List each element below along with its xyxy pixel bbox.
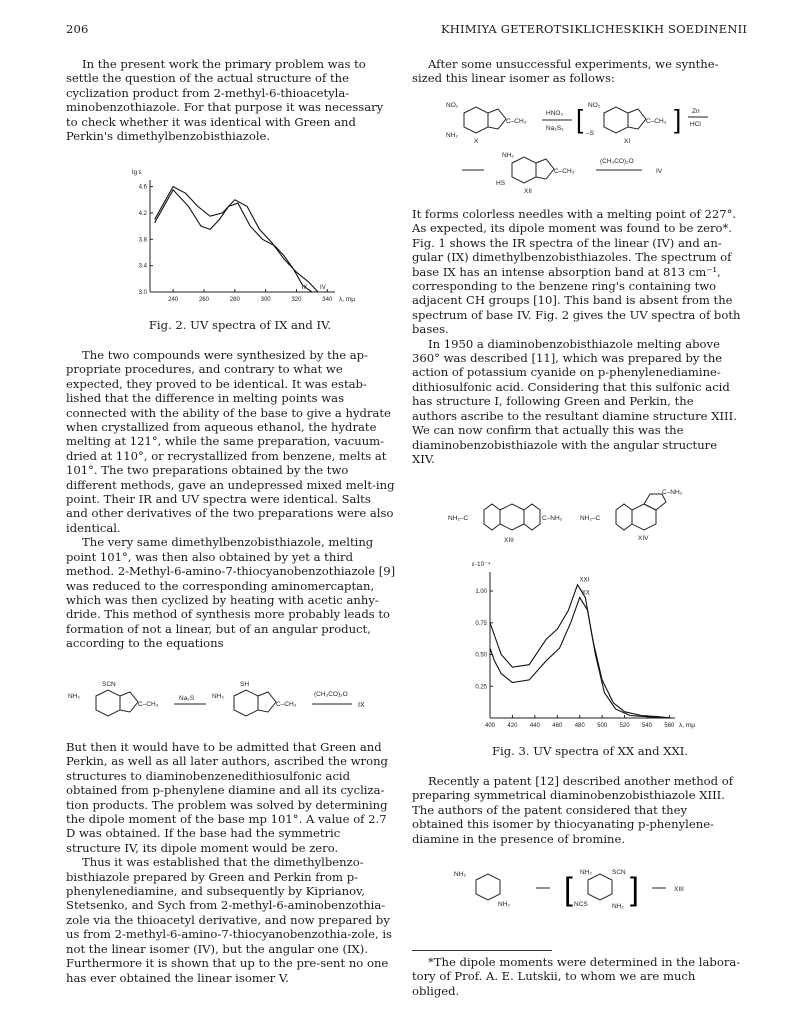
benzene-ring bbox=[512, 157, 536, 183]
series-line-iv bbox=[155, 187, 318, 292]
thiazole-ring bbox=[524, 504, 540, 530]
compound-x-label: X bbox=[474, 138, 479, 145]
scn-label: SCN bbox=[612, 869, 626, 876]
compound-xiii-label: XIII bbox=[504, 537, 514, 544]
nh2-label: NH₂ bbox=[446, 132, 458, 139]
benzene-ring bbox=[604, 107, 628, 133]
footnote-rule bbox=[412, 950, 552, 951]
x-tick-label: 440 bbox=[529, 723, 540, 729]
left-intro bbox=[66, 57, 396, 143]
compound-xiv-label: XIV bbox=[638, 535, 649, 542]
x-tick-label: 560 bbox=[664, 723, 675, 729]
x-axis-label: λ, mμ bbox=[679, 722, 696, 729]
right-intro bbox=[412, 57, 742, 86]
thiazole-ring bbox=[120, 692, 138, 712]
nh2-label: NH₂ bbox=[612, 903, 624, 910]
paragraph: The two compounds were synthesized by the ap-propriate procedures, and contrary to what we expected, they proved to be identical. It was estab-lished that the difference in melting points was connected with the ability of the base to give a hydrate when crystallized from aqueous ethanol, the hydrate melting at 121°, while the same preparation, vacuum-dried at 110°, or recrystallized from benzene, melts at 101°. The two preparations obtained by the two different methods, gave an undepressed mixed melt-ing point. Their IR and UV spectra were identical. Salts and other derivatives of the two preparations were also identical. bbox=[66, 348, 395, 535]
bracket: ] bbox=[674, 104, 682, 134]
benzene-ring bbox=[234, 690, 258, 716]
x-tick-label: 300 bbox=[260, 297, 271, 303]
right-body bbox=[412, 207, 742, 466]
series-label: XX bbox=[581, 590, 590, 597]
nh2-label: NH₂ bbox=[580, 869, 592, 876]
s-label: –S bbox=[586, 130, 594, 137]
ch3-label: C–CH₃ bbox=[138, 701, 159, 708]
x-tick-label: 240 bbox=[168, 297, 179, 303]
y-tick-label: 4.6 bbox=[138, 184, 147, 191]
x-tick-label: 540 bbox=[641, 723, 652, 729]
ch3-label: C–CH₃ bbox=[506, 118, 527, 125]
sh-label: SH bbox=[240, 681, 250, 688]
bracket: [ bbox=[564, 871, 573, 907]
reagent-hno3: HNO₃ bbox=[546, 110, 564, 117]
x-axis-label: λ, mμ bbox=[339, 296, 356, 303]
reagent-hcl: HCl bbox=[690, 121, 701, 128]
reagent-na2s: Na₂S bbox=[179, 695, 195, 702]
x-tick-label: 460 bbox=[552, 723, 563, 729]
compound-iv-label: IV bbox=[656, 168, 663, 175]
left-body bbox=[66, 348, 396, 651]
fig2-caption: Fig. 2. UV spectra of IX and IV. bbox=[148, 318, 332, 332]
paragraph: But then it would have to be admitted that Green and Perkin, as well as all later authors, ascribed the wrong structures to diaminobenzenedithiosulfonic acid obtained from p-phenylene diamine and all its cycliza-tion products. The problem was solved by determining the dipole moment of the base mp 101°. A value of 2.7 D was obtained. If the base had the symmetric structure IV, its dipole moment would be zero. bbox=[66, 740, 388, 855]
no2-label: NO₂ bbox=[446, 102, 459, 109]
benzene-ring bbox=[464, 107, 488, 133]
structures-xiii-xiv bbox=[440, 486, 710, 546]
benzene-ring bbox=[476, 874, 500, 900]
y-axis-label: ε·10⁻⁴ bbox=[472, 561, 491, 568]
y-tick-label: 0.25 bbox=[475, 684, 487, 691]
fig3-chart bbox=[460, 558, 720, 738]
page-number: 206 bbox=[66, 22, 89, 36]
compound-ix-label: IX bbox=[358, 702, 365, 709]
no2-label: NO₂ bbox=[588, 102, 601, 109]
x-tick-label: 420 bbox=[507, 723, 518, 729]
x-tick-label: 320 bbox=[291, 297, 302, 303]
paragraph: The very same dimethylbenzobisthiazole, melting point 101°, was then also obtained by yet a third method. 2-Methyl-6-amino-7-thiocyanobenzothiazole [9] was reduced to the corresponding aminomercaptan, which was then cyclized by heating with acetic anhy-dride. This method of synthesis more probably leads to formation of not a linear, but of an angular product, according to the equations bbox=[66, 535, 396, 651]
nh2-label: C–NH₂ bbox=[542, 515, 563, 522]
series-line-ix bbox=[155, 190, 312, 292]
nh2-label: NH₂–C bbox=[580, 515, 601, 522]
series-label: XXI bbox=[579, 577, 590, 584]
ch3-label: C–CH₃ bbox=[276, 701, 297, 708]
journal-title: KHIMIYA GETEROTSIKLICHESKIKH SOEDINENII bbox=[441, 22, 748, 36]
nh2-label: NH₂ bbox=[212, 693, 224, 700]
y-tick-label: 4.2 bbox=[138, 210, 147, 217]
ch3-label: C–CH₃ bbox=[554, 168, 575, 175]
thiazole-ring bbox=[644, 494, 666, 510]
paragraph: In 1950 a diaminobenzobisthiazole melting above 360° was described [11], which was prepared by the action of potassium cyanide on p-phenylenediamine-dithiosulfonic acid. Considering that this sulfonic acid has structure I, following Green and Perkin, the authors ascribe to the resultant diamine structure XIII. We can now confirm that actually this was the diaminobenzobisthiazole with the angular structure XIV. bbox=[412, 336, 737, 466]
x-tick-label: 520 bbox=[619, 723, 630, 729]
linear-isomer-scheme bbox=[412, 95, 742, 195]
x-tick-label: 340 bbox=[322, 297, 333, 303]
reagent-na2s2: Na₂S₂ bbox=[546, 125, 564, 132]
ncs-label: NCS bbox=[574, 901, 588, 908]
x-tick-label: 280 bbox=[229, 297, 240, 303]
compound-xii-label: XII bbox=[524, 188, 532, 195]
equation-scheme-angular bbox=[66, 676, 396, 728]
thiazole-ring bbox=[258, 692, 276, 712]
hs-label: HS bbox=[496, 180, 506, 187]
y-tick-label: 0.75 bbox=[475, 620, 487, 627]
scn-label: SCN bbox=[102, 681, 116, 688]
paragraph: Recently a patent [12] described another method of preparing symmetrical diaminobenzobisthiazole XIII. The authors of the patent considered that they obtained this isomer by thiocyanating p-phenylene-diamine in the presence of bromine. bbox=[412, 774, 734, 846]
series-label: IV bbox=[320, 285, 326, 291]
reagent-ac2o: (CH₃CO)₂O bbox=[600, 158, 634, 165]
right-body2 bbox=[412, 774, 742, 846]
nh2-label: NH₂ bbox=[454, 871, 466, 878]
ch3-label: C–CH₃ bbox=[646, 118, 667, 125]
paragraph: After some unsuccessful experiments, we synthe-sized this linear isomer as follows: bbox=[412, 57, 719, 86]
x-tick-label: 400 bbox=[484, 723, 496, 729]
benzene-ring bbox=[588, 874, 612, 900]
benzene-ring bbox=[500, 504, 524, 530]
x-tick-label: 500 bbox=[597, 723, 608, 729]
paragraph: Thus it was established that the dimethylbenzo-bisthiazole prepared by Green and Perkin from p-phenylenediamine, and subsequently by Kiprianov, Stetsenko, and Sych from 2-methyl-6-aminobenzothia-zole via the thioacetyl derivative, and now prepared by us from 2-methyl-6-amino-7-thiocyanobenzothia-zole, is not the linear isomer (IV), but the angular one (IX). Furthermore it is shown that up to the pre-sent no one has ever obtained the linear isomer V. bbox=[66, 855, 393, 985]
y-tick-label: 3.0 bbox=[138, 290, 147, 296]
nh2-label: C–NH₂ bbox=[662, 489, 683, 496]
nh2-label: NH₂ bbox=[68, 693, 80, 700]
reagent-ac2o: (CH₃CO)₂O bbox=[314, 691, 348, 698]
paragraph: It forms colorless needles with a melting point of 227°. As expected, its dipole moment was found to be zero*. Fig. 1 shows the IR spectra of the linear (IV) and an-gular (IX) dimethylbenzobisthiazoles. The spectrum of base IX has an intense absorption band at 813 cm⁻¹, corresponding to the benzene ring's containing two adjacent CH groups [10]. This band is absent from the spectrum of base IV. Fig. 2 gives the UV spectra of both bases. bbox=[412, 207, 741, 337]
series-line-xxi bbox=[490, 585, 672, 718]
thiazole-ring bbox=[616, 504, 632, 530]
y-tick-label: 3.8 bbox=[138, 237, 147, 244]
compound-xi-label: XI bbox=[624, 138, 631, 145]
bracket: ] bbox=[630, 871, 639, 907]
series-label: IX bbox=[301, 285, 308, 291]
x-tick-label: 480 bbox=[574, 723, 585, 729]
thiazole-ring bbox=[628, 109, 646, 129]
fig2-chart bbox=[110, 160, 370, 310]
y-tick-label: 1.00 bbox=[475, 589, 487, 596]
paragraph: In the present work the primary problem was to settle the question of the actual structure of the cyclization product from 2-methyl-6-thioacetyla-minobenzothiazole. For that purpose it was necessary to check whether it was identical with Green and Perkin's dimethylbenzobisthiazole. bbox=[66, 57, 384, 144]
nh2-label: NH₂ bbox=[498, 901, 510, 908]
nh2-label: NH₂–C bbox=[448, 515, 469, 522]
thiazole-ring bbox=[484, 504, 500, 530]
thiazole-ring bbox=[536, 159, 554, 179]
bracket: [ bbox=[576, 104, 584, 134]
nh2-label: NH₂ bbox=[502, 152, 514, 159]
reagent-zn: Zn bbox=[692, 108, 700, 115]
y-tick-label: 3.4 bbox=[138, 263, 147, 270]
x-tick-label: 260 bbox=[198, 297, 209, 303]
thiocyanation-scheme bbox=[440, 862, 720, 918]
benzene-ring bbox=[96, 690, 120, 716]
footnote: *The dipole moments were determined in the labora-tory of Prof. A. E. Lutskii, to whom we are much obliged. bbox=[412, 955, 741, 998]
y-axis-label: lg ε bbox=[132, 169, 142, 176]
series-line-xx bbox=[490, 597, 672, 718]
y-tick-label: 0.50 bbox=[475, 652, 487, 659]
fig3-caption: Fig. 3. UV spectra of XX and XXI. bbox=[491, 744, 689, 758]
left-body2 bbox=[66, 740, 396, 985]
compound-xiii-label: XIII bbox=[674, 886, 684, 893]
thiazole-ring bbox=[488, 109, 506, 129]
